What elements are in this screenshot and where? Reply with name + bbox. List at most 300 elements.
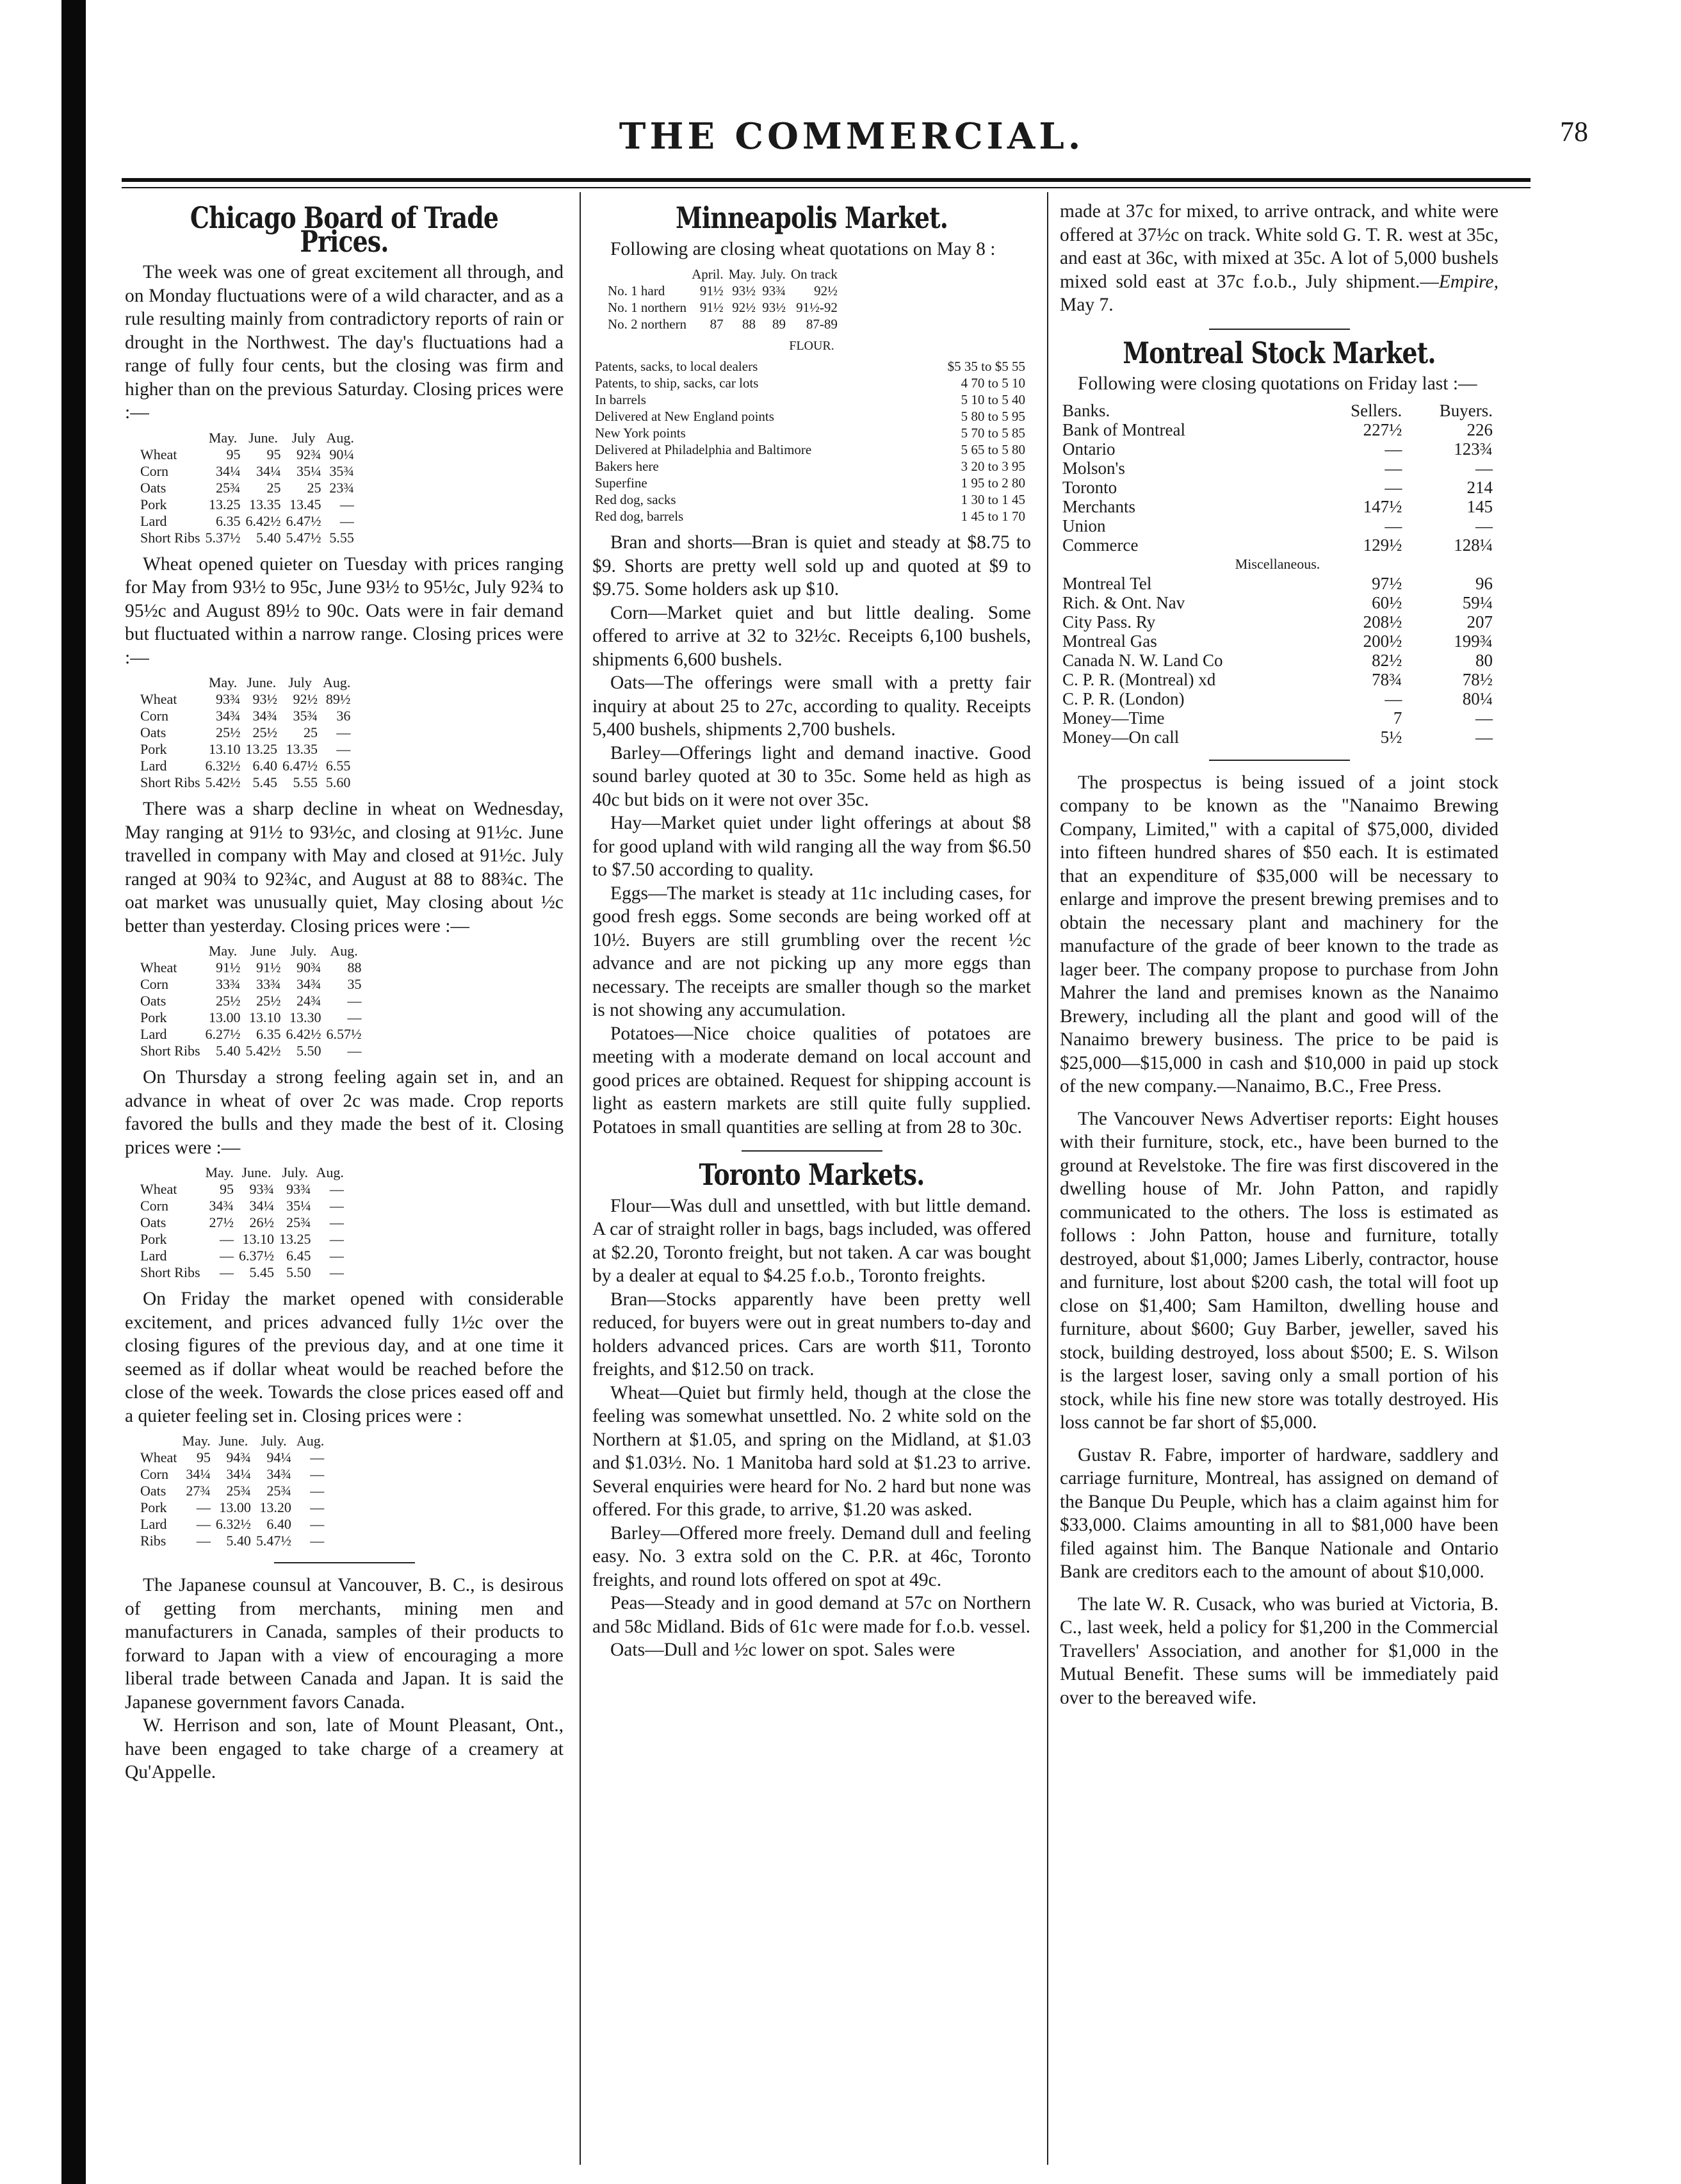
flour-price: 5 65 to 5 80 [961, 442, 1025, 457]
chicago-wednesday-row [138, 993, 364, 1009]
chicago-monday-cell: Corn [140, 462, 168, 479]
chicago-tuesday-cell: 5.55 [293, 774, 318, 790]
montreal-header-cell: Sellers. [1351, 400, 1402, 420]
minneapolis-wheat-cell: 87-89 [806, 316, 838, 332]
minneapolis-paragraphs [592, 531, 1031, 1139]
chicago-friday: On Friday the market opened with considerable excitement, and prices advanced fully 1½c over the closing figures of the previous day, and at one time it seemed as if dollar wheat would be reached before the close of the week. Towards the close prices eased off and a quieter feeling set in. Closing prices were : [125, 1289, 564, 1426]
minneapolis-wheat-cell: No. 1 hard [608, 283, 665, 298]
montreal-cell: 227½ [1363, 420, 1402, 439]
minneapolis-paragraph: Hay—Market quiet under light offerings at about $8 for good upland with wild ranging all the way from $6.50 to $7.50 according to quality. [592, 813, 1031, 880]
montreal-cell: Molson's [1062, 458, 1125, 478]
chicago-friday-cell: 13.20 [259, 1499, 291, 1515]
flour-grade: Bakers here [595, 459, 659, 474]
montreal-cell: C. P. R. (Montreal) xd [1062, 669, 1216, 689]
chicago-tuesday-cell: 6.32½ [205, 758, 241, 774]
chicago-thursday-cell: — [219, 1248, 234, 1264]
herrison-notice: W. Herrison and son, late of Mount Pleasant, Ont., have been engaged to take charge of a creamery at Qu'Appelle. [125, 1715, 564, 1782]
chicago-thursday-header-cell: June. [241, 1164, 272, 1180]
chicago-monday-header-row [138, 430, 357, 446]
chicago-wednesday-cell: Lard [140, 1026, 167, 1042]
chicago-friday-header-cell [138, 1433, 179, 1449]
chicago-wednesday-row [138, 1009, 364, 1026]
chicago-friday-cell: 13.00 [219, 1499, 251, 1515]
minneapolis-wheat-table [605, 266, 840, 332]
toronto-continued-text: made at 37c for mixed, to arrive ontrack, and white were offered at 37½c on track. White sold G. T. R. west at 35c, and east at 36c, with mixed at 35c. A lot of 5,000 bushels mixed sold east at 37c f.o.b., July shipment.— [1060, 201, 1498, 292]
chicago-thursday-cell: Oats [140, 1214, 166, 1230]
chicago-wednesday-cell: 33¾ [216, 976, 241, 992]
chicago-friday-cell: 5.47½ [256, 1533, 291, 1549]
montreal-header-row [1060, 401, 1495, 420]
chicago-friday-cell: — [310, 1483, 325, 1499]
chicago-monday-cell: 25 [266, 479, 281, 496]
minneapolis-wheat-header-cell: April. [692, 266, 724, 282]
toronto-paragraph: Bran—Stocks apparently have been pretty well reduced, for buyers were out in great numbers to-day and holders advanced prices. Cars are worth $11, Toronto freights, and $12.50 on track. [592, 1289, 1031, 1380]
chicago-thursday-cell: Wheat [140, 1181, 177, 1197]
flour-row [592, 441, 1028, 458]
chicago-wednesday-cell: — [347, 1043, 362, 1059]
toronto-paragraph: Wheat—Quiet but firmly held, though at the close the feeling was somewhat unsettled. No. 2 white sold on the Northern at $1.05, and spring on the Midland, at $1.03 and $1.03½. No. 1 Manitoba hard sold at $1.23 to arrive. Several enquiries were heard for No. 2 hard but none was offered. For this grade, to arrive, $1.20 was asked. [592, 1382, 1031, 1520]
chicago-tuesday-cell: 93½ [252, 691, 278, 707]
chicago-tuesday-cell: 34¾ [252, 708, 278, 724]
montreal-cell: City Pass. Ry [1062, 612, 1156, 632]
minneapolis-wheat-cell: 92½ [732, 300, 756, 315]
minneapolis-wheat-cell: 87 [710, 316, 724, 332]
chicago-thursday-cell: 13.25 [279, 1231, 311, 1247]
chicago-tuesday-row [138, 774, 353, 791]
chicago-tuesday-cell: 13.10 [209, 741, 241, 757]
chicago-wednesday-cell: 13.30 [289, 1009, 321, 1025]
montreal-misc-row [1060, 651, 1495, 670]
chicago-tuesday-row [138, 758, 353, 774]
chicago-friday-cell: Pork [140, 1499, 167, 1515]
chicago-monday-header-cell: May. [208, 429, 238, 446]
chicago-friday-cell: — [196, 1499, 211, 1515]
chicago-tuesday-row [138, 691, 353, 708]
flour-row [592, 391, 1028, 408]
chicago-monday-header-cell: July [291, 429, 316, 446]
chicago-monday-row [138, 463, 357, 480]
chicago-thursday-row [138, 1264, 346, 1281]
news-paragraph: The prospectus is being issued of a joint stock company to be known as the "Nanaimo Brewing Company, Limited," with a capital of $75,000, divided into fifteen hundred shares of $50 each. It is estimated that an expenditure of $35,000 will be necessary to enlarge and improve the present brewing premises and to obtain the necessary plant and machinery for the manufacture of the grade of beer known to the trade as lager beer. The company propose to purchase from John Mahrer the land and premises known as the Nanaimo Brewery, including all the plant and good will of the Nanaimo brewery business. The price to be paid is $25,000—$15,000 in cash and $10,000 in paid up stock of the new company.—Nanaimo, B.C., Free Press. [1060, 772, 1498, 1096]
flour-price: 5 70 to 5 85 [961, 425, 1025, 441]
chicago-table-tuesday [138, 674, 353, 791]
source-empire: Empire, [1438, 271, 1498, 292]
column-1 [125, 200, 564, 1784]
chicago-tuesday-cell: Lard [140, 758, 167, 774]
montreal-cell: — [1385, 516, 1402, 535]
chicago-wednesday-header-cell: May. [208, 943, 238, 959]
toronto-continued [1060, 200, 1498, 317]
chicago-monday-cell: 35¼ [296, 462, 321, 479]
flour-price: 5 10 to 5 40 [961, 392, 1025, 407]
flour-price: 4 70 to 5 10 [961, 375, 1025, 391]
minneapolis-flour-table [592, 358, 1028, 525]
montreal-cell: 5½ [1380, 727, 1402, 747]
montreal-bank-row [1060, 516, 1495, 535]
chicago-friday-cell: Ribs [140, 1533, 166, 1549]
chicago-friday-cell: 5.40 [226, 1533, 251, 1549]
montreal-cell: — [1475, 458, 1493, 478]
chicago-friday-row [138, 1533, 327, 1549]
flour-row [592, 491, 1028, 508]
chicago-friday-cell: 94¾ [226, 1449, 251, 1465]
montreal-misc-row [1060, 670, 1495, 689]
chicago-tuesday-header-cell: July [288, 674, 312, 690]
montreal-cell: 147½ [1363, 496, 1402, 516]
chicago-thursday-cell: Corn [140, 1198, 168, 1214]
chicago-monday-row [138, 496, 357, 513]
montreal-header-cell: Banks. [1062, 400, 1110, 420]
montreal-cell: 82½ [1372, 650, 1402, 670]
chicago-monday-header-cell [138, 430, 203, 446]
chicago-thursday-cell: 13.10 [242, 1231, 274, 1247]
minneapolis-wheat-cell: 92½ [814, 283, 838, 298]
chicago-heading: Chicago Board of Trade Prices. [190, 200, 499, 259]
chicago-monday-cell: — [339, 496, 354, 512]
montreal-heading: Montreal Stock Market. [1123, 335, 1436, 370]
montreal-cell: 59¼ [1462, 592, 1493, 612]
chicago-tuesday-cell: 13.25 [245, 741, 278, 757]
chicago-wednesday-cell: Oats [140, 993, 166, 1009]
chicago-monday-cell: 5.40 [256, 529, 281, 546]
montreal-header-cell: Buyers. [1439, 400, 1493, 420]
flour-price: 1 45 to 1 70 [961, 509, 1025, 524]
chicago-thursday-row [138, 1231, 346, 1248]
chicago-thursday: On Thursday a strong feeling again set in, and an advance in wheat of over 2c was made. Crop reports favored the bulls and they made the best of it. Closing prices were :— [125, 1067, 564, 1158]
chicago-monday-row [138, 446, 357, 463]
minneapolis-paragraph: Barley—Offerings light and demand inactive. Good sound barley quoted at 30 to 35c. Some held as high as 40c but bids on it were not over 35c. [592, 742, 1031, 810]
chicago-friday-cell: — [310, 1516, 325, 1532]
chicago-table-monday [138, 430, 357, 546]
chicago-tuesday-cell: 25 [304, 724, 318, 740]
column-3-paragraphs [1060, 771, 1498, 1710]
chicago-wednesday: There was a sharp decline in wheat on Wednesday, May ranging at 91½ to 93½c, and closing at 91½c. June travelled in company with May and closed at 91½c. July ranged at 90¾ to 92¾c, and August at 88 to 88¾c. The oat market was unusually quiet, May closing about ½c better than yesterday. Closing prices were :— [125, 799, 564, 936]
chicago-thursday-cell: 95 [219, 1181, 234, 1197]
minneapolis-wheat-cell: 91½ [699, 300, 724, 315]
chicago-friday-header-cell: June. [218, 1433, 248, 1449]
flour-price: 3 20 to 3 95 [961, 459, 1025, 474]
chicago-monday-cell: 34¼ [216, 462, 241, 479]
japanese-consul: The Japanese counsul at Vancouver, B. C., is desirous of getting from merchants, mining men and manufacturers in Canada, samples of their products to forward to Japan with a view of encouraging a more liberal trade between Canada and Japan. It is said the Japanese government favors Canada. [125, 1575, 564, 1713]
minneapolis-wheat-cell: 93½ [732, 283, 756, 298]
chicago-tuesday-cell: 89½ [325, 691, 351, 707]
montreal-misc-row [1060, 708, 1495, 728]
header-rule-thin [122, 187, 1531, 188]
chicago-wednesday-cell: 90¾ [296, 959, 321, 975]
chicago-monday-cell: 13.35 [249, 496, 281, 512]
chicago-friday-cell: — [310, 1449, 325, 1465]
chicago-tuesday-cell: 6.47½ [282, 758, 318, 774]
chicago-thursday-cell: 26½ [249, 1214, 274, 1230]
chicago-monday-header-cell: Aug. [326, 429, 354, 446]
flour-label: FLOUR. [789, 339, 834, 353]
chicago-tuesday: Wheat opened quieter on Tuesday with prices ranging for May from 93½ to 95c, June 93½ to 95½c, July 92¾ to 95½c and August 89½ to 90c. Oats were in fair demand but fluctuated within a narrow range. Closing prices were :— [125, 553, 564, 668]
page-number: 78 [1560, 116, 1588, 147]
chicago-friday-cell: Oats [140, 1483, 166, 1499]
chicago-tuesday-cell: — [336, 741, 351, 757]
toronto-paragraph: Flour—Was dull and unsettled, with but little demand. A car of straight roller in bags, bags included, was offered at $2.20, Toronto freight, but not taken. A car was bought by a dealer at equal to $4.25 f.o.b., Toronto freights. [592, 1195, 1031, 1286]
chicago-tuesday-cell: 36 [336, 708, 351, 724]
minneapolis-wheat-cell: No. 1 northern [608, 300, 687, 315]
chicago-monday-cell: Oats [140, 479, 166, 496]
chicago-friday-cell: 34¾ [266, 1466, 291, 1482]
montreal-cell: 199¾ [1454, 631, 1493, 651]
chicago-wednesday-cell: 13.10 [249, 1009, 281, 1025]
chicago-friday-cell: 6.40 [266, 1516, 291, 1532]
flour-row [592, 408, 1028, 425]
chicago-monday-cell: Lard [140, 512, 167, 529]
flour-price: 1 30 to 1 45 [961, 492, 1025, 507]
chicago-thursday-header-cell [138, 1164, 203, 1181]
montreal-misc-row [1060, 632, 1495, 651]
montreal-cell: Commerce [1062, 535, 1139, 555]
montreal-cell: Merchants [1062, 496, 1135, 516]
chicago-friday-cell: 94¼ [266, 1449, 291, 1465]
flour-row [592, 358, 1028, 375]
chicago-monday-cell: 90¼ [329, 446, 354, 462]
chicago-tuesday-cell: 6.55 [325, 758, 351, 774]
chicago-thursday-header-cell: Aug. [316, 1164, 344, 1180]
chicago-monday-cell: 13.25 [209, 496, 241, 512]
chicago-tuesday-cell: 35¾ [293, 708, 318, 724]
montreal-cell: 129½ [1363, 535, 1402, 555]
chicago-monday-cell: 6.42½ [245, 512, 281, 529]
chicago-thursday-cell: — [329, 1231, 344, 1247]
chicago-friday-cell: 34¼ [226, 1466, 251, 1482]
montreal-stock-table [1060, 401, 1495, 747]
chicago-friday-cell: — [310, 1533, 325, 1549]
chicago-tuesday-row [138, 741, 353, 758]
montreal-cell: 145 [1466, 496, 1493, 516]
montreal-bank-row [1060, 420, 1495, 439]
chicago-thursday-cell: 25¾ [286, 1214, 311, 1230]
flour-row [592, 375, 1028, 391]
montreal-misc-row [1060, 689, 1495, 708]
minneapolis-wheat-cell: 91½-92 [796, 300, 838, 315]
chicago-thursday-row [138, 1248, 346, 1264]
montreal-cell: 80 [1475, 650, 1493, 670]
chicago-thursday-header-cell: May. [205, 1164, 234, 1180]
chicago-thursday-cell: 93¾ [286, 1181, 311, 1197]
chicago-tuesday-cell: 25½ [216, 724, 241, 740]
chicago-thursday-cell: 5.45 [249, 1264, 274, 1280]
chicago-monday-cell: Pork [140, 496, 167, 512]
montreal-cell: Union [1062, 516, 1106, 535]
chicago-friday-cell: — [310, 1499, 325, 1515]
montreal-cell: 226 [1466, 420, 1493, 439]
column-divider [580, 192, 581, 2165]
minneapolis-paragraph: Potatoes—Nice choice qualities of potatoes are meeting with a moderate demand on local account and good prices are obtained. Request for shipping account is light as eastern markets are still quite fully supplied. Potatoes in small quantities are selling at from 28 to 30c. [592, 1023, 1031, 1137]
montreal-misc-label: Miscellaneous. [1235, 555, 1320, 572]
montreal-cell: 78¾ [1372, 669, 1402, 689]
minneapolis-wheat-row [605, 316, 840, 332]
minneapolis-paragraph: Oats—The offerings were small with a pretty fair inquiry at about 25 to 27c, according to quality. Receipts 5,400 bushels, shipments 2,700 bushels. [592, 672, 1031, 740]
chicago-tuesday-cell: Oats [140, 724, 166, 740]
toronto-paragraph: Barley—Offered more freely. Demand dull and feeling easy. No. 3 extra sold on the C. P.R. at 46c, Toronto freights, and round lots offered on spot at 49c. [592, 1522, 1031, 1590]
chicago-monday-row [138, 513, 357, 530]
montreal-cell: Rich. & Ont. Nav [1062, 592, 1185, 612]
flour-grade: Delivered at New England points [595, 409, 774, 424]
montreal-cell: — [1385, 458, 1402, 478]
montreal-cell: Money—On call [1062, 727, 1180, 747]
chicago-tuesday-cell: Corn [140, 708, 168, 724]
chicago-friday-cell: 27¾ [186, 1483, 211, 1499]
toronto-paragraph: Oats—Dull and ½c lower on spot. Sales were [610, 1640, 955, 1660]
chicago-thursday-cell: — [329, 1198, 344, 1214]
chicago-wednesday-cell: 6.42½ [286, 1026, 321, 1042]
chicago-monday-cell: 34¼ [256, 462, 281, 479]
newspaper-title: THE COMMERCIAL. [619, 115, 1085, 158]
chicago-tuesday-header-cell [138, 674, 203, 691]
chicago-tuesday-cell: 6.40 [252, 758, 278, 774]
chicago-thursday-cell: — [219, 1264, 234, 1280]
chicago-wednesday-cell: Pork [140, 1009, 167, 1025]
chicago-table-friday [138, 1433, 327, 1549]
chicago-monday-cell: 5.37½ [205, 529, 241, 546]
chicago-tuesday-cell: 5.45 [252, 774, 278, 790]
chicago-thursday-cell: — [329, 1248, 344, 1264]
chicago-monday-cell: 95 [226, 446, 241, 462]
separator [592, 1144, 1031, 1157]
chicago-monday-row [138, 480, 357, 496]
chicago-intro: The week was one of great excitement all through, and on Monday fluctuations were of a wild character, and as a rule resulting mainly from contradictory reports of rain or drought in the Northwest. The day's fluctuations had a range of fully four cents, but the closing was firm and higher than on the previous Saturday. Closing prices were :— [125, 262, 564, 423]
montreal-cell: 97½ [1372, 573, 1402, 593]
chicago-monday-cell: 13.45 [289, 496, 321, 512]
montreal-cell: 207 [1466, 612, 1493, 632]
chicago-thursday-cell: 6.45 [286, 1248, 311, 1264]
montreal-cell: C. P. R. (London) [1062, 689, 1185, 708]
chicago-tuesday-header-row [138, 674, 353, 691]
chicago-friday-cell: 95 [196, 1449, 211, 1465]
montreal-bank-row [1060, 497, 1495, 516]
chicago-wednesday-cell: 91½ [256, 959, 281, 975]
minneapolis-wheat-header-cell: On track [790, 266, 838, 282]
chicago-monday-row [138, 530, 357, 546]
chicago-tuesday-cell: 92½ [293, 691, 318, 707]
chicago-friday-header-row [138, 1433, 327, 1449]
chicago-tuesday-header-cell: May. [208, 674, 238, 690]
flour-grade: New York points [595, 425, 686, 441]
chicago-wednesday-cell: — [347, 993, 362, 1009]
montreal-cell: 78½ [1462, 669, 1493, 689]
montreal-cell: Money—Time [1062, 708, 1165, 728]
montreal-cell: 214 [1466, 477, 1493, 497]
flour-grade: Patents, to ship, sacks, car lots [595, 375, 759, 391]
chicago-thursday-cell: 34¼ [249, 1198, 274, 1214]
chicago-monday-cell: 25¾ [216, 479, 241, 496]
column-3 [1060, 200, 1498, 1709]
chicago-wednesday-cell: Wheat [140, 959, 177, 975]
minneapolis-wheat-cell: 91½ [699, 283, 724, 298]
montreal-cell: — [1385, 439, 1402, 459]
chicago-wednesday-header-cell: June [250, 943, 277, 959]
chicago-thursday-cell: Short Ribs [140, 1264, 200, 1280]
chicago-friday-cell: 25¾ [226, 1483, 251, 1499]
montreal-cell: 208½ [1363, 612, 1402, 632]
chicago-wednesday-row [138, 959, 364, 976]
montreal-cell: 200½ [1363, 631, 1402, 651]
flour-grade: Delivered at Philadelphia and Baltimore [595, 442, 812, 457]
montreal-cell: Ontario [1062, 439, 1116, 459]
news-paragraph: The Vancouver News Advertiser reports: Eight houses with their furniture, stock, etc., have been burned to the ground at Revelstoke. The fire was first discovered in the dwelling house of Mr. John Patton, and rapidly communicated to the others. The loss is estimated as follows : John Patton, house and furniture, totally destroyed, about $1,000; James Liberly, contractor, house and furniture, lost about $200 cash, the total will foot up close on $1,400; Sam Hamilton, dwelling house and furniture, about $600; Guy Barber, jeweller, saved his stock, building destroyed, loss about $500; E. S. Wilson is the largest loser, saving only a small portion of his stock, while his fine new store was totally destroyed. His loss cannot be far short of $5,000. [1060, 1108, 1498, 1433]
chicago-wednesday-cell: 6.35 [256, 1026, 281, 1042]
separator [1060, 753, 1498, 766]
minneapolis-wheat-cell: No. 2 northern [608, 316, 687, 332]
chicago-tuesday-row [138, 708, 353, 724]
minneapolis-wheat-header-cell [605, 266, 689, 282]
minneapolis-intro: Following are closing wheat quotations on May 8 : [610, 238, 996, 259]
flour-row [592, 508, 1028, 525]
chicago-thursday-cell: 34¾ [209, 1198, 234, 1214]
toronto-date: May 7. [1060, 295, 1114, 315]
news-paragraph: Gustav R. Fabre, importer of hardware, saddlery and carriage furniture, Montreal, has assigned on demand of the Banque Du Peuple, which has a claim against him for $33,000. Claims amounting in all to $81,000 have been filed against him. The Banque Nationale and Ontario Bank are creditors each to the amount of about $10,000. [1060, 1444, 1498, 1582]
chicago-monday-cell: 5.47½ [286, 529, 321, 546]
flour-grade: Patents, sacks, to local dealers [595, 359, 758, 374]
chicago-monday-cell: 35¾ [329, 462, 354, 479]
chicago-friday-row [138, 1483, 327, 1499]
chicago-friday-cell: Wheat [140, 1449, 177, 1465]
chicago-thursday-cell: 6.37½ [238, 1248, 274, 1264]
montreal-cell: — [1385, 689, 1402, 708]
montreal-misc-row [1060, 612, 1495, 632]
montreal-misc-row [1060, 593, 1495, 612]
flour-grade: Red dog, barrels [595, 509, 684, 524]
montreal-intro: Following were closing quotations on Friday last :— [1078, 373, 1477, 394]
column-divider [1047, 192, 1048, 2165]
minneapolis-wheat-header-cell: July. [761, 266, 786, 282]
chicago-table-thursday [138, 1164, 346, 1281]
minneapolis-paragraph: Eggs—The market is steady at 11c including cases, for good fresh eggs. Some seconds are being worked off at 10½. Buyers are still grumbling over the recent ½c advance and are not picking up any more eggs than necessary. The receipts are smaller though so the market is not showing any accumulation. [592, 883, 1031, 1020]
montreal-cell: Canada N. W. Land Co [1062, 650, 1223, 670]
chicago-wednesday-cell: 5.50 [296, 1043, 321, 1059]
flour-grade: Red dog, sacks [595, 492, 676, 507]
chicago-wednesday-row [138, 976, 364, 993]
montreal-cell: 128¼ [1454, 535, 1493, 555]
minneapolis-paragraph: Corn—Market quiet and but little dealing. Some offered to arrive at 32 to 32½c. Receipts 6,100 bushels, shipments 6,600 bushels. [592, 602, 1031, 670]
chicago-monday-cell: 23¾ [329, 479, 354, 496]
chicago-monday-cell: — [339, 512, 354, 529]
minneapolis-wheat-header-row [605, 266, 840, 282]
chicago-wednesday-cell: 5.40 [216, 1043, 241, 1059]
chicago-thursday-row [138, 1198, 346, 1214]
montreal-misc-row [1060, 728, 1495, 747]
chicago-friday-header-cell: July. [260, 1433, 287, 1449]
montreal-bank-row [1060, 478, 1495, 497]
montreal-cell: 60½ [1372, 592, 1402, 612]
chicago-tuesday-cell: 5.60 [325, 774, 351, 790]
chicago-thursday-cell: 5.50 [286, 1264, 311, 1280]
chicago-wednesday-cell: 24¾ [296, 993, 321, 1009]
minneapolis-wheat-row [605, 282, 840, 299]
chicago-tuesday-cell: — [336, 724, 351, 740]
montreal-cell: Montreal Gas [1062, 631, 1157, 651]
chicago-tuesday-cell: 34¾ [216, 708, 241, 724]
montreal-bank-row [1060, 459, 1495, 478]
chicago-thursday-header-cell: July. [282, 1164, 309, 1180]
chicago-thursday-row [138, 1181, 346, 1198]
chicago-thursday-cell: 35¼ [286, 1198, 311, 1214]
minneapolis-wheat-cell: 93½ [762, 300, 786, 315]
montreal-cell: Montreal Tel [1062, 573, 1152, 593]
chicago-friday-header-cell: May. [182, 1433, 211, 1449]
chicago-friday-cell: Lard [140, 1516, 167, 1532]
chicago-friday-cell: — [310, 1466, 325, 1482]
chicago-monday-cell: 25 [307, 479, 321, 496]
chicago-monday-cell: 6.35 [216, 512, 241, 529]
chicago-tuesday-cell: 93¾ [216, 691, 241, 707]
chicago-friday-row [138, 1449, 327, 1466]
flour-row [592, 475, 1028, 491]
